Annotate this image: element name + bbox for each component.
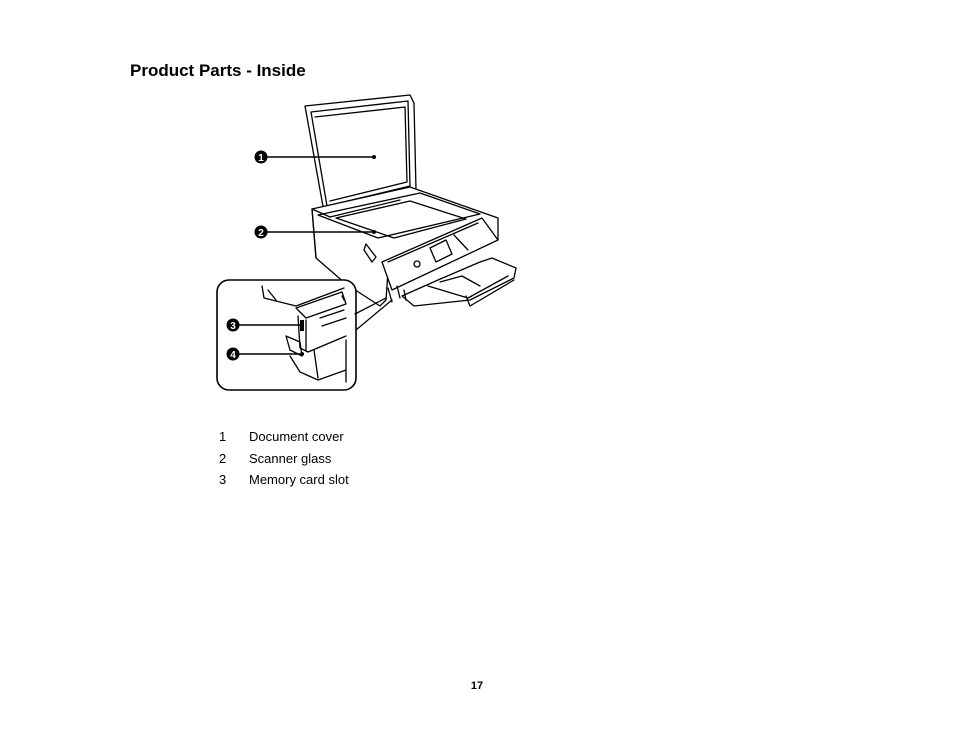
parts-list [219,426,349,491]
svg-text:3: 3 [230,321,236,332]
list-item [219,426,349,448]
list-item [219,448,349,470]
part-number: 3 [219,472,227,488]
part-number: 1 [219,429,227,445]
part-label: Document cover [249,429,344,445]
page-number: 17 [470,680,484,692]
part-label: Scanner glass [249,450,332,466]
printer-illustration [212,88,532,398]
part-label: Memory card slot [249,472,349,488]
svg-text:1: 1 [258,153,264,164]
list-item [219,469,349,491]
part-number: 2 [219,450,227,466]
svg-text:4: 4 [230,350,236,361]
page-title: Product Parts - Inside [130,61,306,80]
callout-2 [255,226,268,240]
svg-text:2: 2 [258,228,264,239]
callout-1 [255,151,268,165]
